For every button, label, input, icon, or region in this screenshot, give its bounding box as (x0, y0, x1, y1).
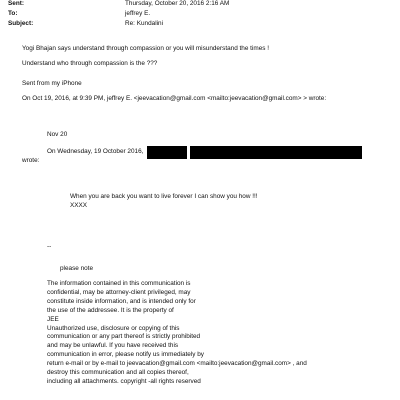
disclaimer-line: confidential, may be attorney-client privileged, may (47, 288, 191, 296)
disclaimer-line: the use of the addressee. It is the property of (47, 306, 174, 314)
quoted-wrote: wrote: (22, 157, 40, 164)
redaction-bar (147, 146, 187, 159)
sent-from-line: Sent from my iPhone (22, 80, 82, 87)
disclaimer-line: including all attachments. copyright -all rights reserved (47, 377, 201, 385)
subject-value: Re: Kundalini (125, 20, 164, 27)
disclaimer-block (47, 280, 307, 387)
body-line-1: Yogi Bhajan says understand through compassion or you will misunderstand the times ! (22, 45, 270, 52)
reply-header-line: On Oct 19, 2016, at 9:39 PM, jeffrey E. <jeevacation@gmail.com <mailto:jeevacation@gmail.com> > wrote: (22, 95, 327, 102)
dashes: -- (47, 243, 52, 250)
disclaimer-line: JEE (47, 315, 59, 323)
disclaimer-line: communication or any part thereof is strictly prohibited (47, 333, 201, 341)
to-value: jeffrey E. (125, 10, 151, 17)
sent-label: Sent: (8, 0, 24, 7)
disclaimer-line: destroy this communication and all copies thereof, (47, 369, 189, 377)
disclaimer-line: and may be unlawful. If you have received this (47, 342, 179, 350)
quoted-date: Nov 20 (47, 131, 68, 138)
disclaimer-line: communication in error, please notify us immediately by (47, 351, 204, 359)
disclaimer-line: Unauthorized use, disclosure or copying of this (47, 324, 180, 332)
please-note: please note (60, 265, 94, 272)
redaction-bar (190, 146, 362, 159)
disclaimer-line: return e-mail or by e-mail to jeevacation@gmail.com <mailto:jeevacation@gmail.com> , and (47, 360, 307, 368)
quoted-on-line: On Wednesday, 19 October 2016, (47, 148, 144, 155)
disclaimer-line: The information contained in this communication is (47, 280, 191, 287)
quoted-message: When you are back you want to live forever I can show you how !!! (70, 193, 258, 200)
sent-value: Thursday, October 20, 2016 2:16 AM (125, 0, 230, 7)
to-label: To: (8, 10, 18, 17)
quoted-sign: XXXX (70, 202, 88, 209)
subject-label: Subject: (8, 20, 34, 27)
body-line-2: Understand who through compassion is the ??? (22, 60, 158, 67)
disclaimer-line: constitute inside information, and is intended only for (47, 297, 196, 305)
